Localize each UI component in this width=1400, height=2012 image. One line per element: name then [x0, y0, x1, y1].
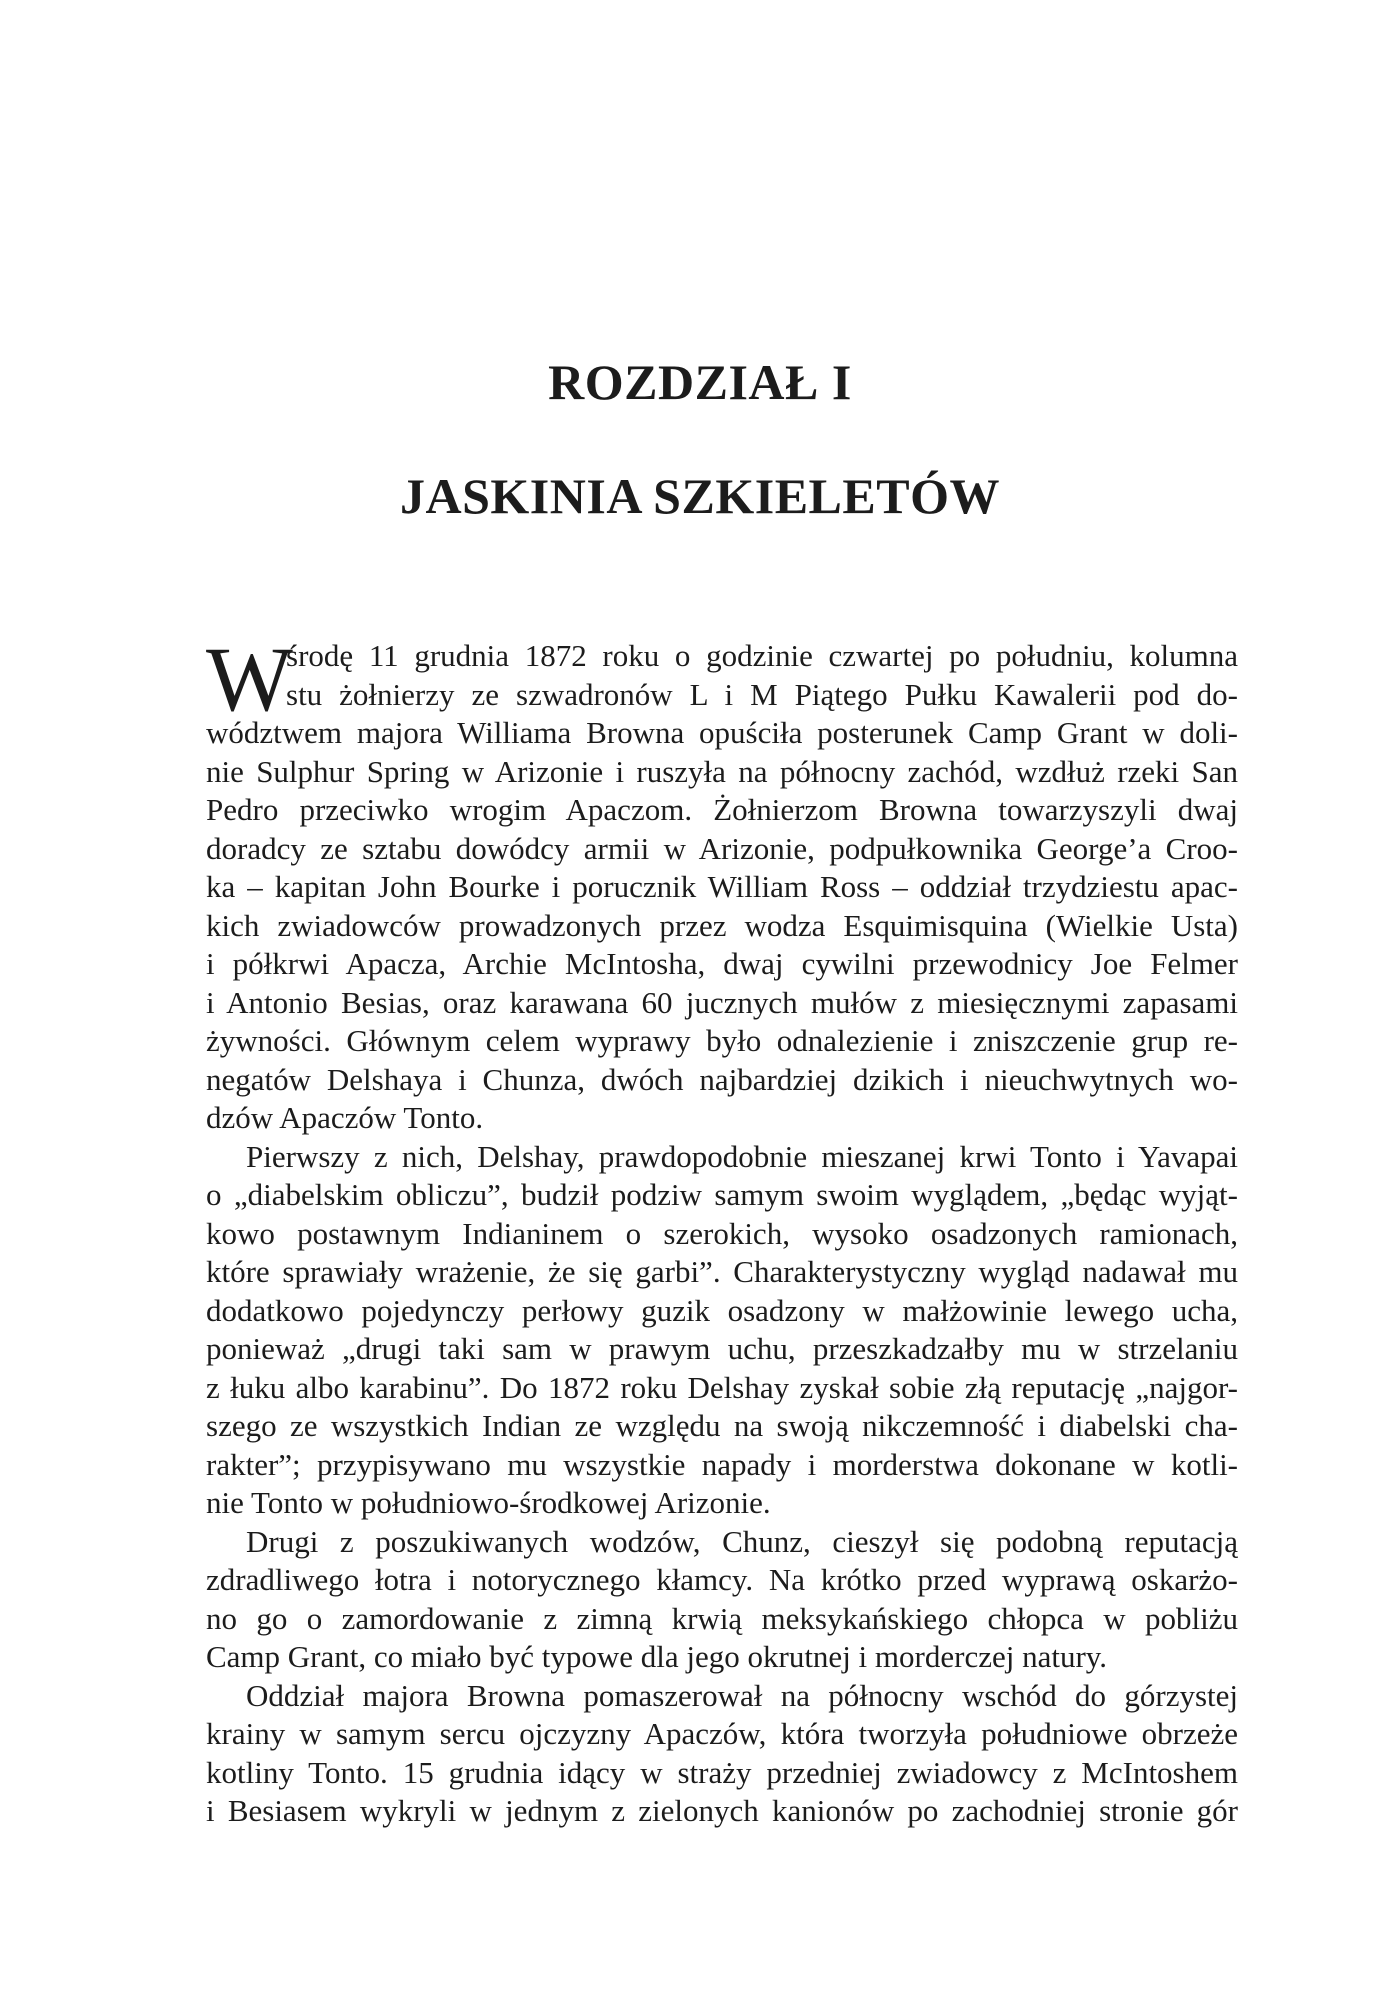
- text-line: krainy w samym sercu ojczyzny Apaczów, która tworzyła południowe obrzeże: [206, 1716, 1238, 1751]
- text-line: Pedro przeciwko wrogim Apaczom. Żołnierzom Browna towarzyszyli dwaj: [206, 792, 1238, 827]
- text-line: dodatkowo pojedynczy perłowy guzik osadzony w małżowinie lewego ucha,: [206, 1292, 1238, 1328]
- body-text: [206, 628, 1238, 1831]
- text-line: nie Sulphur Spring w Arizonie i ruszyła na północny zachód, wzdłuż rzeki San: [206, 753, 1238, 789]
- text-line: i Antonio Besias, oraz karawana 60 jucznych mułów z miesięcznymi zapasami: [206, 984, 1238, 1020]
- text-line: zdradliwego łotra i notorycznego kłamcy. Na krótko przed wyprawą oskarżo-: [206, 1562, 1238, 1597]
- text-line: wództwem majora Williama Browna opuściła posterunek Camp Grant w doli-: [206, 715, 1238, 750]
- text-line: z łuku albo karabinu”. Do 1872 roku Delshay zyskał sobie złą reputację „najgor-: [206, 1369, 1238, 1405]
- chapter-number: ROZDZIAŁ I: [548, 354, 852, 410]
- chapter-title: JASKINIA SZKIELETÓW: [400, 468, 1000, 524]
- text-line: Oddział majora Browna pomaszerował na północny wschód do górzystej: [246, 1677, 1238, 1713]
- text-line: ponieważ „drugi taki sam w prawym uchu, przeszkadzałby mu w strzelaniu: [206, 1331, 1238, 1366]
- text-line: kotliny Tonto. 15 grudnia idący w straży przedniej zwiadowcy z McIntoshem: [206, 1754, 1238, 1790]
- text-line: kowo postawnym Indianinem o szerokich, wysoko osadzonych ramionach,: [206, 1215, 1238, 1251]
- text-line: o „diabelskim obliczu”, budził podziw samym swoim wyglądem, „będąc wyjąt-: [206, 1177, 1238, 1212]
- text-line: negatów Delshaya i Chunza, dwóch najbardziej dzikich i nieuchwytnych wo-: [206, 1061, 1238, 1097]
- text-line: Camp Grant, co miało być typowe dla jego okrutnej i morderczej natury.: [206, 1639, 1108, 1674]
- drop-cap: W: [206, 628, 293, 730]
- text-line: rakter”; przypisywano mu wszystkie napady i morderstwa dokonane w kotli-: [206, 1446, 1238, 1482]
- text-line: nie Tonto w południowo-środkowej Arizonie.: [206, 1485, 771, 1520]
- text-line: ka – kapitan John Bourke i porucznik William Ross – oddział trzydziestu apac-: [206, 869, 1238, 904]
- text-line: środę 11 grudnia 1872 roku o godzinie czwartej po południu, kolumna: [286, 638, 1238, 673]
- text-line: żywności. Głównym celem wyprawy było odnalezienie i zniszczenie grup re-: [206, 1023, 1238, 1058]
- text-line: Pierwszy z nich, Delshay, prawdopodobnie mieszanej krwi Tonto i Yavapai: [246, 1138, 1238, 1174]
- text-line: i półkrwi Apacza, Archie McIntosha, dwaj cywilni przewodnicy Joe Felmer: [206, 946, 1238, 981]
- text-line: no go o zamordowanie z zimną krwią meksykańskiego chłopca w pobliżu: [206, 1600, 1238, 1636]
- text-line: dzów Apaczów Tonto.: [206, 1100, 484, 1135]
- text-line: doradcy ze sztabu dowódcy armii w Arizonie, podpułkownika George’a Croo-: [206, 830, 1238, 866]
- text-line: które sprawiały wrażenie, że się garbi”. Charakterystyczny wygląd nadawał mu: [206, 1254, 1238, 1289]
- text-line: szego ze wszystkich Indian ze względu na swoją nikczemność i diabelski cha-: [206, 1408, 1238, 1443]
- text-line: Drugi z poszukiwanych wodzów, Chunz, cieszył się podobną reputacją: [246, 1523, 1238, 1559]
- text-line: stu żołnierzy ze szwadronów L i M Piątego Pułku Kawalerii pod do-: [286, 676, 1238, 712]
- text-line: i Besiasem wykryli w jednym z zielonych kanionów po zachodniej stronie gór: [206, 1793, 1238, 1828]
- text-line: kich zwiadowców prowadzonych przez wodza Esquimisquina (Wielkie Usta): [206, 907, 1238, 943]
